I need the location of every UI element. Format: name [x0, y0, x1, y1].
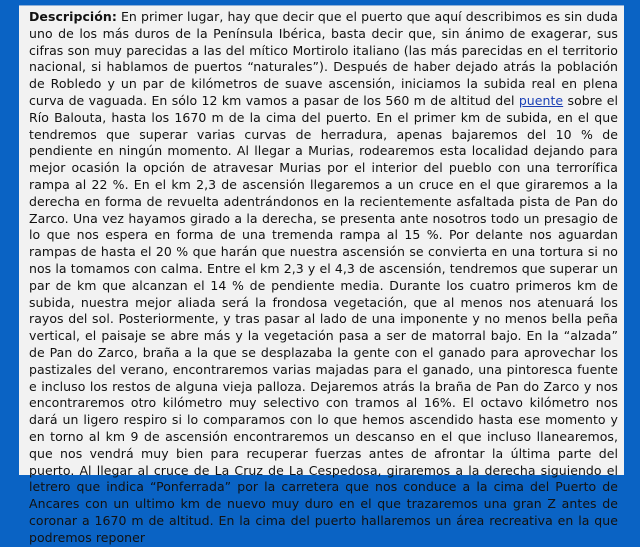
puente-link[interactable]: puente — [518, 92, 564, 108]
description-paragraph — [29, 9, 618, 547]
description-panel — [19, 5, 624, 545]
description-text-part-1: En primer lugar, hay que decir que el puerto que aquí describimos es sin duda uno de los más duros de la Península Ibérica, basta decir que, sin ánimo de exagerar, sus cifras son muy parecidas a las del mítico Mortirolo italiano (las más parecidas en el territorio nacional, si hablamos de puertos “naturales”). Después de haber dejado atrás la población de Robledo y un par de kilómetros de suave ascensión, iniciamos la subida real en plena curva de vaguada. En sólo 12 km vamos a pasar de los 560 m de altitud del — [29, 9, 618, 108]
description-text-part-2: sobre el Río Balouta, hasta los 1670 m de la cima del puerto. En el primer km de subida, en el que tendremos que superar varias curvas de herradura, apenas bajaremos del 10 % de pendiente en ningún momento. Al llegar a Murias, rodearemos esta localidad dejando para mejor ocasión la opción de atravesar Murias por el interior del pueblo con una terrorífica rampa al 22 %. En el km 2,3 de ascensión llegaremos a un cruce en el que giraremos a la derecha en forma de revuelta adentrándonos en la recientemente asfaltada pista de Pan do Zarco. Una vez hayamos girado a la derecha, se presenta ante nosotros todo un presagio de lo que nos espera en forma de una tremenda rampa al 15 %. Por delante nos aguardan rampas de hasta el 20 % que harán que nuestra ascensión se convierta en una tortura si no nos la tomamos con calma. Entre el km 2,3 y el 4,3 de ascensión, tendremos que superar un par de km que alcanzan el 14 % de pendiente media. Durante los cuatro primeros km de subida, nuestra mejor aliada será la frondosa vegetación, que al menos nos atenuará los rayos del sol. Posteriormente, y tras pasar al lado de una imponente y no menos bella peña vertical, el paisaje se abre más y la vegetación pasa a ser de matorral bajo. En la “alzada” de Pan do Zarco, braña a la que se desplazaba la gente con el ganado para aprovechar los pastizales del verano, encontraremos varias majadas para el ganado, una pintoresca fuente e incluso los restos de alguna vieja palloza. Dejaremos atrás la braña de Pan do Zarco y nos encontraremos otro kilómetro muy selectivo con tramos al 16%. El octavo kilómetro nos dará un ligero respiro si lo comparamos con lo que hemos ascendido hasta ese momento y en torno al km 9 de ascensión encontraremos un descanso en el que incluso llanearemos, que nos vendrá muy bien para recuperar fuerzas antes de afrontar la última parte del puerto. Al llegar al cruce de La Cruz de La Cespedosa, giraremos a la derecha siguiendo el letrero que indica “Ponferrada” por la carretera que nos conduce a la cima del Puerto de Ancares con un ultimo km de nuevo muy duro en el que trazaremos una gran Z antes de coronar a 1670 m de altitud. En la cima del puerto hallaremos un área recreativa en la que podremos reponer — [29, 92, 619, 545]
description-heading: Descripción: — [29, 9, 117, 24]
